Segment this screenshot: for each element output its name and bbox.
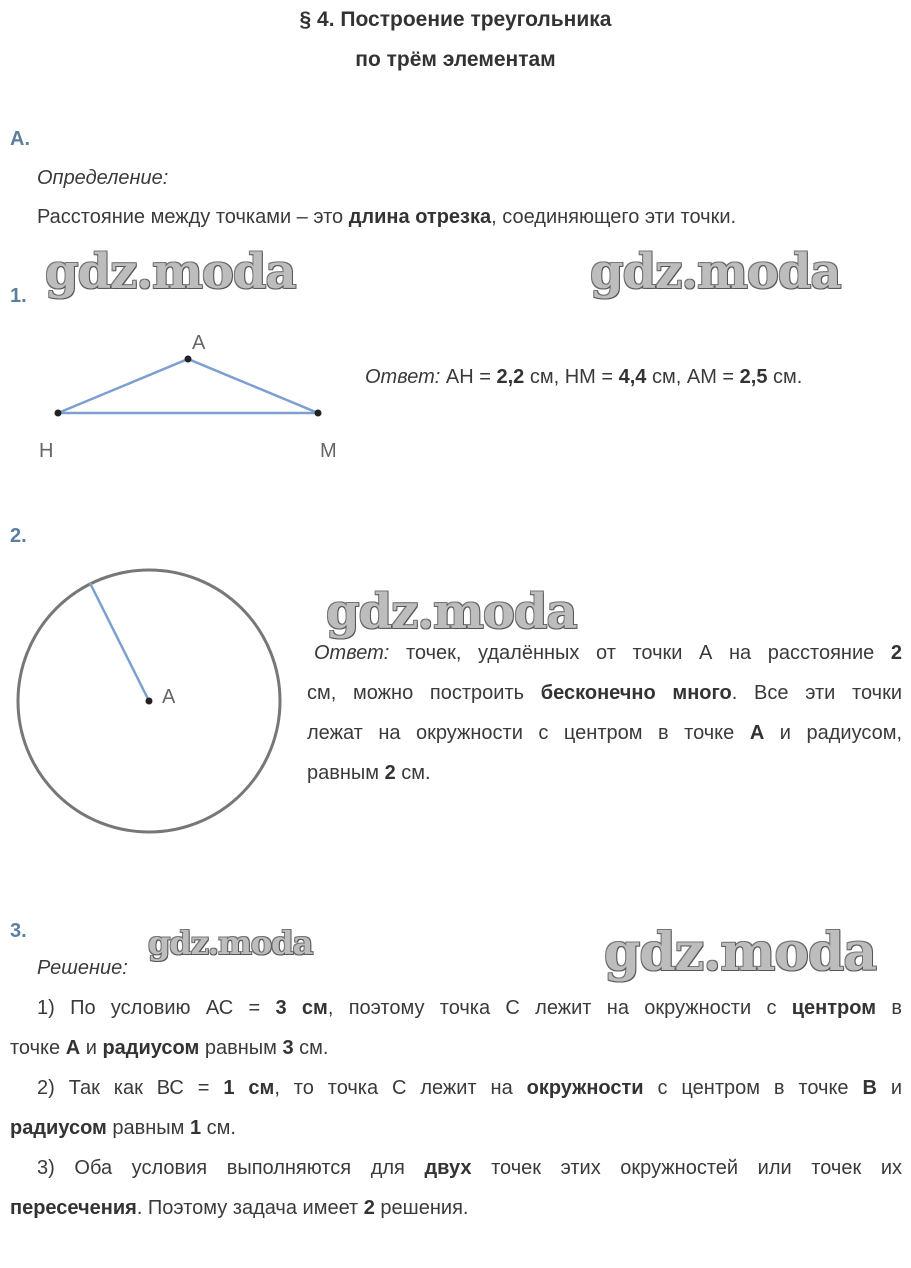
center-label: А xyxy=(162,686,176,708)
triangle-figure xyxy=(30,325,350,470)
task-2-answer: Ответ: точек, удалённых от точки А на расстояние 2 см, можно построить бесконечно много. Все эти точки лежат на окружности с центром в точке А и радиусом, равным 2 см. xyxy=(307,642,903,784)
label-h: Н xyxy=(39,440,54,462)
task-1-number: 1. xyxy=(10,285,27,307)
step-3-line-1: 3) Оба условия выполняются для двух точек этих окружностей или точек их xyxy=(37,1157,902,1179)
page-title: § 4. Построение треугольника xyxy=(299,8,612,31)
point-m xyxy=(315,410,322,417)
step-1-line-2: точке А и радиусом равным 3 см. xyxy=(10,1037,329,1059)
label-a: А xyxy=(192,332,206,354)
task-1-answer: Ответ: АН = 2,2 см, НМ = 4,4 см, АМ = 2,5 см. xyxy=(365,366,803,388)
watermark: gdz.moda xyxy=(326,584,577,640)
radius xyxy=(90,583,149,701)
circle-figure xyxy=(10,565,290,845)
section-a-label: А. xyxy=(10,128,30,150)
triangle-segments xyxy=(58,359,318,413)
task-3-solution xyxy=(10,988,902,1228)
watermark: gdz.moda xyxy=(45,244,296,300)
step-3-line-2: пересечения. Поэтому задача имеет 2 решения. xyxy=(10,1197,469,1219)
point-h xyxy=(55,410,62,417)
task-3-number: 3. xyxy=(10,920,27,942)
label-m: М xyxy=(320,440,337,462)
task-2-number: 2. xyxy=(10,525,27,547)
definition-text: Расстояние между точками – это длина отрезка, соединяющего эти точки. xyxy=(37,206,737,228)
step-2-line-2: радиусом равным 1 см. xyxy=(10,1117,236,1139)
watermark: gdz.moda xyxy=(604,922,877,983)
watermark: gdz.moda xyxy=(148,924,313,962)
watermark: gdz.moda xyxy=(590,244,841,300)
solution-label: Решение: xyxy=(37,957,128,979)
page-subtitle: по трём элементам xyxy=(355,48,556,71)
point-a xyxy=(185,356,192,363)
definition-label: Определение: xyxy=(37,167,169,189)
center-point xyxy=(146,698,153,705)
step-2-line-1: 2) Так как ВС = 1 см, то точка С лежит на окружности с центром в точке В и xyxy=(37,1077,902,1099)
step-1-line-1: 1) По условию АС = 3 см, поэтому точка С лежит на окружности с центром в xyxy=(37,997,902,1019)
